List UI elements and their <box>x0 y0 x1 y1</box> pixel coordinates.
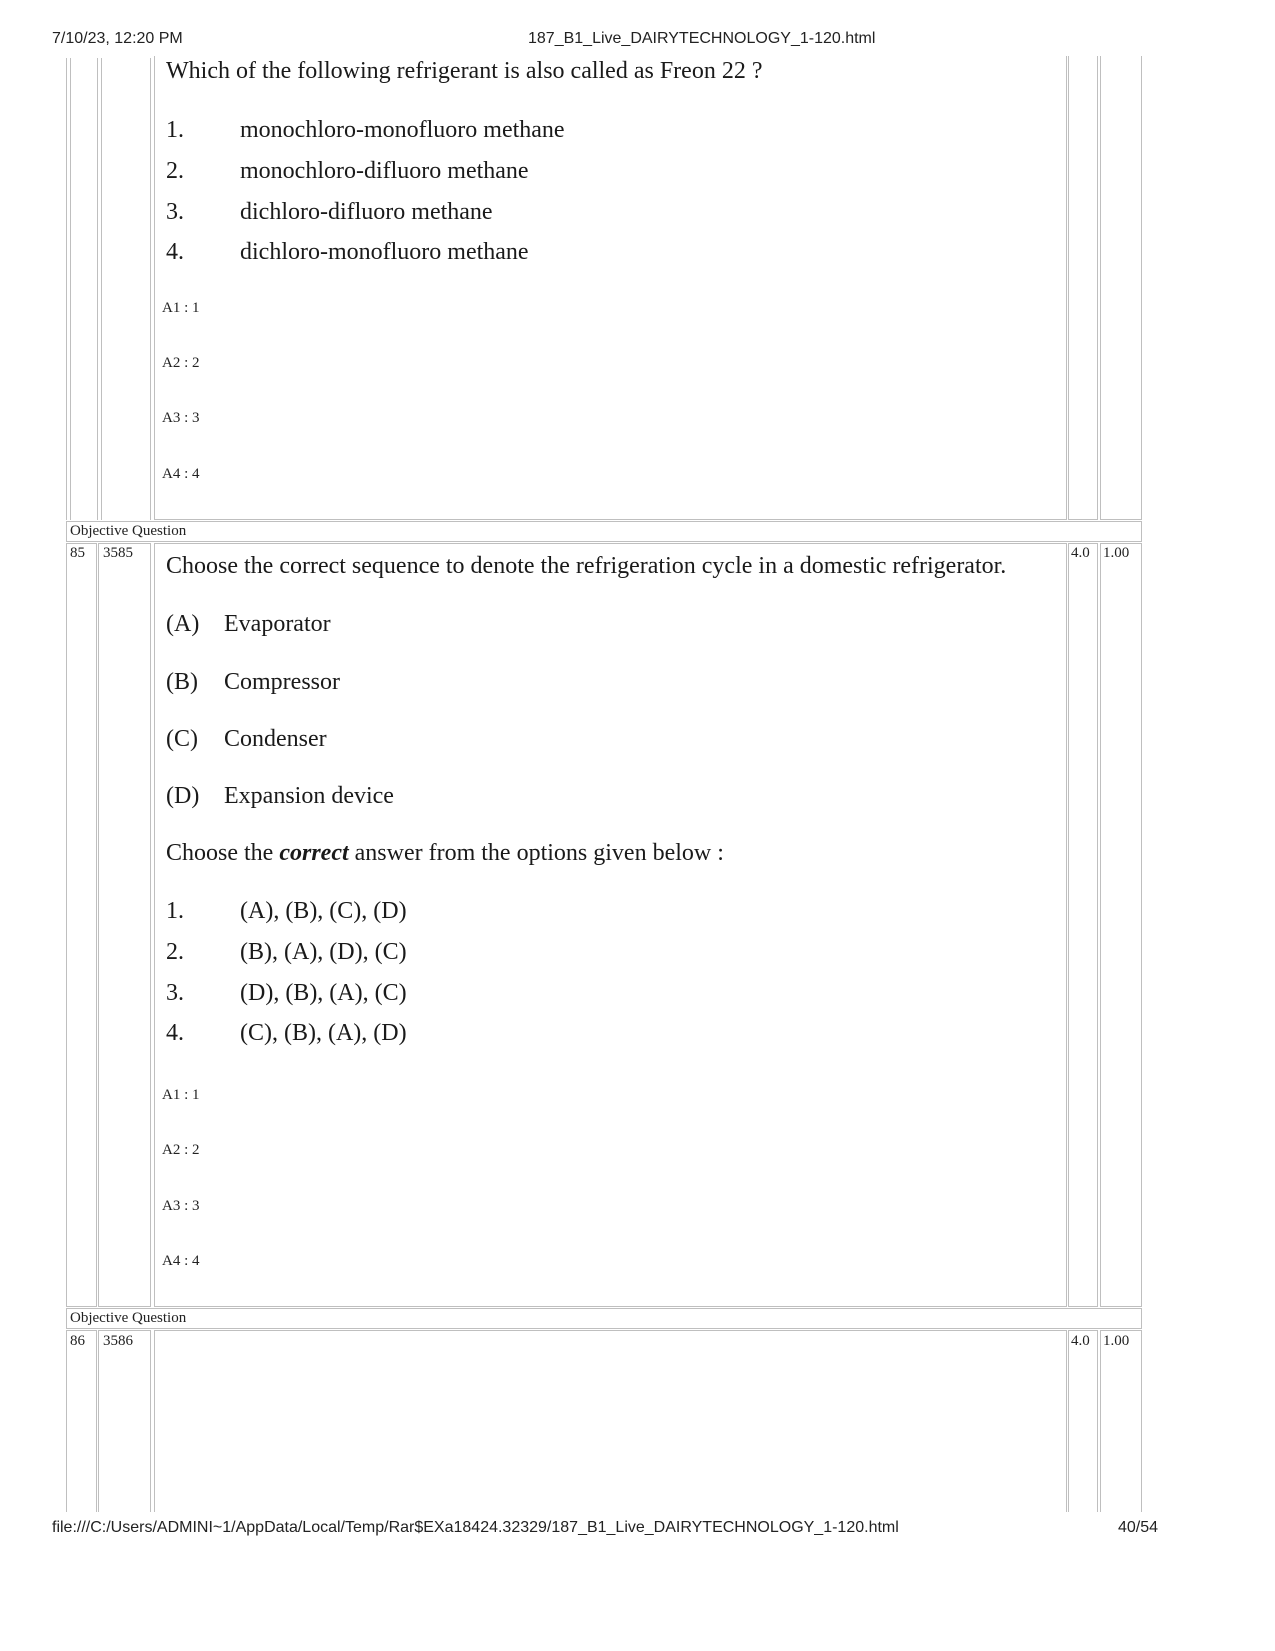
question-id-cell <box>98 543 151 1307</box>
option-number: 1. <box>166 117 184 143</box>
question-type-row <box>66 1308 1142 1329</box>
question-id: 3585 <box>103 545 133 561</box>
option-number: 3. <box>166 980 184 1006</box>
question-content-cell <box>154 543 1067 1307</box>
file-path: file:///C:/Users/ADMINI~1/AppData/Local/Temp/Rar$EXa18424.32329/187_B1_Live_DAIRYTECHNOLOGY_1-120.html <box>52 1519 899 1536</box>
serial-number-cell <box>66 543 97 1307</box>
print-datetime: 7/10/23, 12:20 PM <box>52 30 183 47</box>
grid-line <box>70 58 71 520</box>
option-number: 3. <box>166 199 184 225</box>
document-title: 187_B1_Live_DAIRYTECHNOLOGY_1-120.html <box>528 30 876 47</box>
answer-key: A2 : 2 <box>162 355 200 371</box>
option-text: dichloro-monofluoro methane <box>240 239 529 265</box>
option-text: (B), (A), (D), (C) <box>240 939 407 965</box>
item-text: Condenser <box>224 726 327 752</box>
instruction-post: answer from the options given below : <box>348 840 724 866</box>
instruction-pre: Choose the <box>166 840 280 866</box>
item-label: (C) <box>166 726 198 752</box>
marks-cell <box>1068 543 1098 1307</box>
answer-key: A1 : 1 <box>162 1087 200 1103</box>
option-text: monochloro-difluoro methane <box>240 158 529 184</box>
item-text: Expansion device <box>224 783 394 809</box>
instruction-emphasis: correct <box>279 840 349 866</box>
marks-cell <box>1068 56 1098 520</box>
answer-key: A3 : 3 <box>162 1198 200 1214</box>
marks-cell <box>1068 1330 1098 1512</box>
option-number: 4. <box>166 239 184 265</box>
serial-number: 85 <box>70 545 85 561</box>
negative-marks-cell <box>1100 1330 1142 1512</box>
item-text: Compressor <box>224 669 340 695</box>
question-content-cell <box>154 1330 1067 1512</box>
question-85-text: Choose the correct sequence to denote the refrigeration cycle in a domestic refrigerator. <box>166 553 1007 579</box>
option-text: (A), (B), (C), (D) <box>240 898 407 924</box>
serial-number: 86 <box>70 1333 85 1349</box>
answer-key: A3 : 3 <box>162 410 200 426</box>
question-84-text: Which of the following refrigerant is also called as Freon 22 ? <box>166 58 763 84</box>
negative-marks-cell <box>1100 543 1142 1307</box>
answer-instruction <box>166 840 724 867</box>
grid-line <box>66 58 67 520</box>
option-number: 2. <box>166 158 184 184</box>
answer-key: A4 : 4 <box>162 466 200 482</box>
option-text: monochloro-monofluoro methane <box>240 117 565 143</box>
question-type-row <box>66 521 1142 542</box>
question-id: 3586 <box>103 1333 133 1349</box>
option-number: 4. <box>166 1020 184 1046</box>
item-label: (B) <box>166 669 198 695</box>
page-number: 40/54 <box>1118 1519 1159 1536</box>
question-type-label: Objective Question <box>70 523 187 539</box>
answer-key: A1 : 1 <box>162 300 200 316</box>
question-type-label: Objective Question <box>70 1310 187 1326</box>
serial-number-cell <box>66 1330 97 1512</box>
option-number: 2. <box>166 939 184 965</box>
answer-key: A2 : 2 <box>162 1142 200 1158</box>
negative-marks-cell <box>1100 56 1142 520</box>
option-text: (D), (B), (A), (C) <box>240 980 407 1006</box>
grid-line <box>97 58 98 520</box>
answer-key: A4 : 4 <box>162 1253 200 1269</box>
negative-marks-value: 1.00 <box>1103 545 1130 561</box>
marks-value: 4.0 <box>1071 1333 1090 1349</box>
grid-line <box>150 58 151 520</box>
item-label: (D) <box>166 783 200 809</box>
option-text: (C), (B), (A), (D) <box>240 1020 407 1046</box>
negative-marks-value: 1.00 <box>1103 1333 1130 1349</box>
question-id-cell <box>98 1330 151 1512</box>
marks-value: 4.0 <box>1071 545 1090 561</box>
item-label: (A) <box>166 611 200 637</box>
item-text: Evaporator <box>224 611 331 637</box>
option-number: 1. <box>166 898 184 924</box>
option-text: dichloro-difluoro methane <box>240 199 493 225</box>
grid-line <box>101 58 102 520</box>
